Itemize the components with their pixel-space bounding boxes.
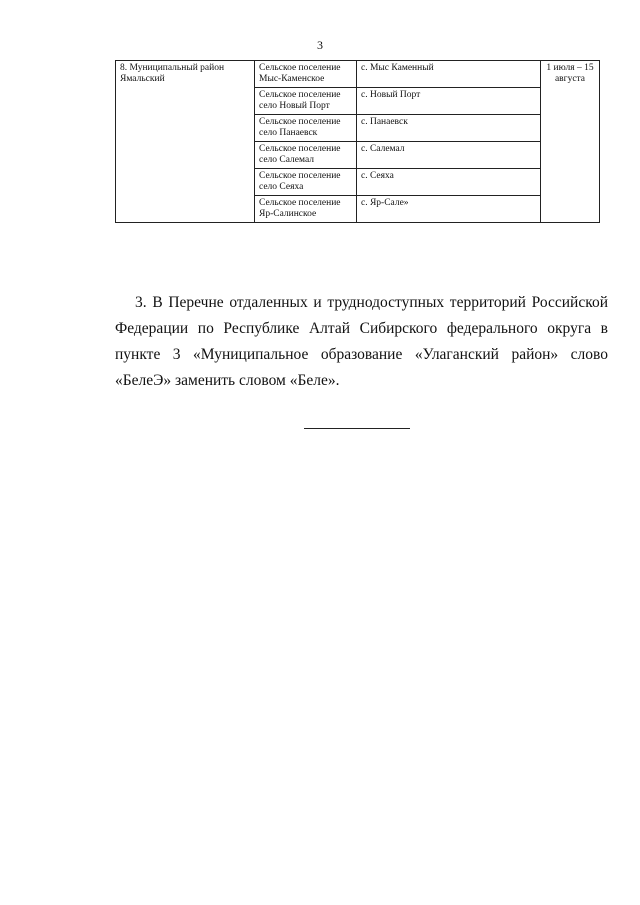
village-cell: с. Панаевск bbox=[357, 115, 541, 142]
period-cell: 1 июля – 15 августа bbox=[541, 61, 600, 223]
closing-rule bbox=[304, 428, 410, 429]
village-cell: с. Салемал bbox=[357, 142, 541, 169]
village-cell: с. Яр-Сале» bbox=[357, 196, 541, 223]
paragraph-3: 3. В Перечне отдаленных и труднодоступных территорий Российской Федерации по Республике Алтай Сибирского федерального округа в пункте 3 «Муниципальное образование «Улаганский район» слово «БелеЭ» заменить словом «Беле». bbox=[115, 294, 608, 389]
village-cell: с. Мыс Каменный bbox=[357, 61, 541, 88]
territory-table bbox=[115, 60, 600, 223]
settlement-cell: Сельское поселение село Салемал bbox=[255, 142, 357, 169]
document-body bbox=[115, 290, 608, 394]
table-row bbox=[116, 61, 600, 88]
settlement-cell: Сельское поселение село Новый Порт bbox=[255, 88, 357, 115]
settlement-cell: Сельское поселение село Панаевск bbox=[255, 115, 357, 142]
page-number: 3 bbox=[317, 38, 323, 52]
village-cell: с. Сеяха bbox=[357, 169, 541, 196]
district-cell: 8. Муниципальный район Ямальский bbox=[116, 61, 255, 223]
settlement-cell: Сельское поселение Яр-Салинское bbox=[255, 196, 357, 223]
settlement-cell: Сельское поселение Мыс-Каменское bbox=[255, 61, 357, 88]
village-cell: с. Новый Порт bbox=[357, 88, 541, 115]
settlement-cell: Сельское поселение село Сеяха bbox=[255, 169, 357, 196]
